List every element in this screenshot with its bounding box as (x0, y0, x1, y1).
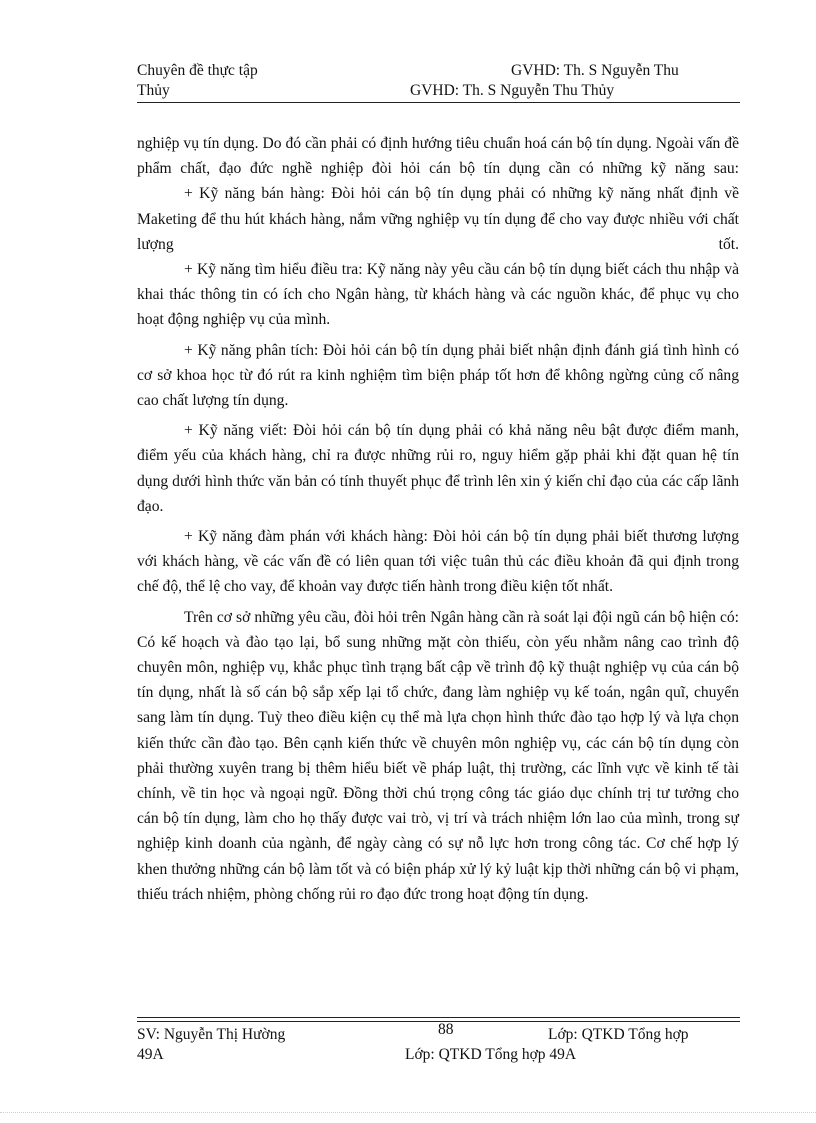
page-bottom-edge (0, 1112, 816, 1113)
paragraph-research-skill: + Kỹ năng tìm hiểu điều tra: Kỹ năng này yêu cầu cán bộ tín dụng biết cách thu nhập và khai thác thông tin có ích cho Ngân hàng, từ khách hàng và các nguồn khác, để phục vụ cho hoạt động nghiệp vụ của mình. (137, 261, 739, 329)
paragraph-writing-skill: + Kỹ năng viết: Đòi hỏi cán bộ tín dụng phải có khả năng nêu bật được điểm manh, điểm yếu của khách hàng, chỉ ra được những rủi ro, nguy hiểm gặp phải khi đặt quan hệ tín dụng dưới hình thức văn bản có tính thuyết phục để trình lên xin ý kiến chỉ đạo của các cấp lãnh đạo. (137, 422, 739, 515)
header-left-line2: Thủy (137, 82, 170, 99)
document-body (137, 131, 739, 907)
paragraph-continuation: nghiệp vụ tín dụng. Do đó cần phải có định hướng tiêu chuẩn hoá cán bộ tín dụng. Ngoài vấn đề phẩm chất, đạo đức nghề nghiệp đòi hỏi cán bộ tín dụng cần có những kỹ năng sau: (137, 135, 739, 178)
footer-student-name: SV: Nguyễn Thị Hường (137, 1026, 286, 1043)
paragraph-staff-training: Trên cơ sở những yêu cầu, đòi hỏi trên Ngân hàng cần rà soát lại đội ngũ cán bộ hiện có: Có kế hoạch và đào tạo lại, bổ sung những mặt còn thiếu, còn yếu nhằm nâng cao trình độ chuyên môn, nghiệp vụ, khắc phục tình trạng bất cập về trình độ kỹ thuật nghiệp vụ của cán bộ tín dụng, nhất là số cán bộ sắp xếp lại tổ chức, đang làm nghiệp vụ kế toán, ngân quĩ, chuyển sang làm tín dụng. Tuỳ theo điều kiện cụ thể mà lựa chọn hình thức đào tạo hợp lý và lựa chọn kiến thức cần đào tạo. Bên cạnh kiến thức về chuyên môn nghiệp vụ, các cán bộ tín dụng còn phải thường xuyên trang bị thêm hiểu biết về pháp luật, thị trường, các lĩnh vực về kinh tế tài chính, về tin học và ngoại ngữ. Đồng thời chú trọng công tác giáo dục chính trị tư tưởng cho cán bộ tín dụng, làm cho họ thấy được vai trò, vị trí và trách nhiệm lớn lao của mình, trong sự nghiệp kinh doanh của ngành, để ngày càng có sự nỗ lực hơn trong công tác. Cơ chế hợp lý khen thưởng những cán bộ làm tốt và có biện pháp xử lý kỷ luật kịp thời những cán bộ vi phạm, thiếu trách nhiệm, phòng chống rủi ro đạo đức trong hoạt động tín dụng. (137, 608, 739, 903)
footer-class-line2: Lớp: QTKD Tổng hợp 49A (405, 1046, 577, 1063)
footer-left-line2: 49A (137, 1046, 164, 1063)
header-right-line1: GVHD: Th. S Nguyễn Thu (511, 62, 679, 79)
page-number: 88 (438, 1021, 454, 1038)
paragraph-analysis-skill: + Kỹ năng phân tích: Đòi hỏi cán bộ tín dụng phải biết nhận định đánh giá tình hình có cơ sở khoa học từ đó rút ra kinh nghiệm tìm biện pháp tốt hơn để không ngừng củng cố nâng cao chất lượng tín dụng. (137, 341, 739, 410)
header-center-line2: GVHD: Th. S Nguyễn Thu Thủy (410, 82, 615, 99)
footer-divider-top (137, 1017, 740, 1018)
footer-class-line1: Lớp: QTKD Tổng hợp (548, 1026, 689, 1043)
paragraph-negotiation-skill: + Kỹ năng đàm phán với khách hàng: Đòi hỏi cán bộ tín dụng phải biết thương lượng với khách hàng, về các vấn đề có liên quan tới việc tuân thủ các điều khoản đã qui định trong chế độ, thể lệ cho vay, để khoản vay được tiến hành trong điều kiện tốt nhất. (137, 528, 739, 596)
header-left-line1: Chuyên đề thực tập (137, 62, 258, 79)
header-divider (137, 102, 740, 103)
paragraph-sales-skill: + Kỹ năng bán hàng: Đòi hỏi cán bộ tín dụng phải có những kỹ năng nhất định về Maketing để thu hút khách hàng, nắm vững nghiệp vụ tín dụng để cho vay được nhiều với chất lượng tốt. (137, 185, 739, 253)
